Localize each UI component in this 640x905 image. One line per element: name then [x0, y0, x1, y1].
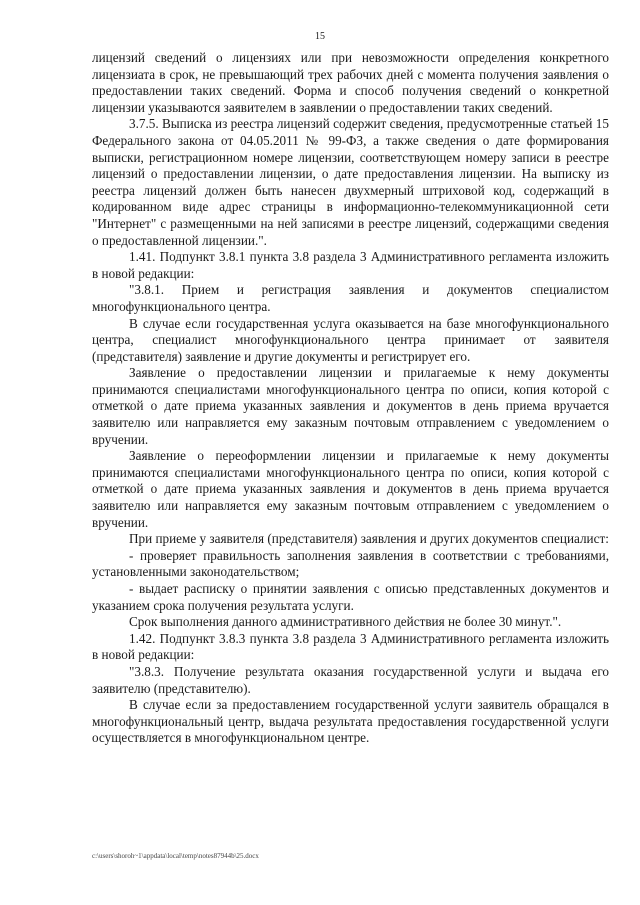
- paragraph: - проверяет правильность заполнения заявления в соответствии с требованиями, установленными законодательством;: [92, 547, 609, 580]
- paragraph: 1.41. Подпункт 3.8.1 пункта 3.8 раздела 3 Административного регламента изложить в новой редакции:: [92, 249, 609, 281]
- paragraph: "3.8.3. Получение результата оказания государственной услуги и выдача его заявителю (представителю).: [92, 663, 609, 696]
- paragraph: В случае если за предоставлением государственной услуги заявитель обращался в многофункциональный центр, выдача результата предоставления государственной услуги осуществляется в многофункциональном центре.: [92, 697, 609, 746]
- page-number: 15: [315, 31, 325, 42]
- paragraph: 1.42. Подпункт 3.8.3 пункта 3.8 раздела 3 Административного регламента изложить в новой редакции:: [92, 630, 609, 663]
- footer-file-path: c:\users\shoroh~1\appdata\local\temp\notes87944b\25.docx: [92, 852, 259, 860]
- paragraph: Срок выполнения данного административного действия не более 30 минут.".: [129, 614, 562, 630]
- paragraph: "3.8.1. Прием и регистрация заявления и документов специалистом многофункционального центра.: [92, 282, 609, 314]
- paragraph: Заявление о предоставлении лицензии и прилагаемые к нему документы принимаются специалистами многофункционального центра по описи, копия которой с отметкой о дате приема указанных заявления и документов в день приема вручается заявителю или направляется ему заказным почтовым отправлением с уведомлением о вручении.: [92, 365, 609, 447]
- paragraph: Заявление о переоформлении лицензии и прилагаемые к нему документы принимаются специалистами многофункционального центра по описи, копия которой с отметкой о дате приема указанных заявления и документов в день приема вручается заявителю или направляется ему заказным почтовым отправлением с уведомлением о вручении.: [92, 448, 609, 530]
- paragraph: - выдает расписку о принятии заявления с описью представленных документов и указанием срока получения результата услуги.: [92, 581, 609, 613]
- paragraph: При приеме у заявителя (представителя) заявления и других документов специалист:: [129, 531, 609, 547]
- paragraph: В случае если государственная услуга оказывается на базе многофункционального центра, специалист многофункционального центра принимает от заявителя (представителя) заявление и другие документы и регистрирует его.: [92, 315, 609, 364]
- document-body: [92, 50, 609, 747]
- paragraph: лицензий сведений о лицензиях или при невозможности определения конкретного лицензиата в срок, не превышающий трех рабочих дней с момента получения заявления о предоставлении таких сведений. Форма и способ получения сведений о конкретной лицензии указываются заявителем в заявлении о предоставлении таких сведений.: [92, 50, 609, 115]
- paragraph: 3.7.5. Выписка из реестра лицензий содержит сведения, предусмотренные статьей 15 Федерального закона от 04.05.2011 № 99-ФЗ, а также сведения о дате формирования выписки, регистрационном номере лицензии, соответствующем номеру записи в реестре лицензий о предоставлении лицензии, о дате предоставления лицензии. На выписку из реестра лицензий должен быть нанесен двухмерный штриховой код, содержащий в кодированном виде адрес страницы в информационно-телекоммуникационной сети "Интернет" с размещенными на ней записями в реестре лицензий, содержащими сведения о предоставленной лицензии.".: [92, 116, 609, 248]
